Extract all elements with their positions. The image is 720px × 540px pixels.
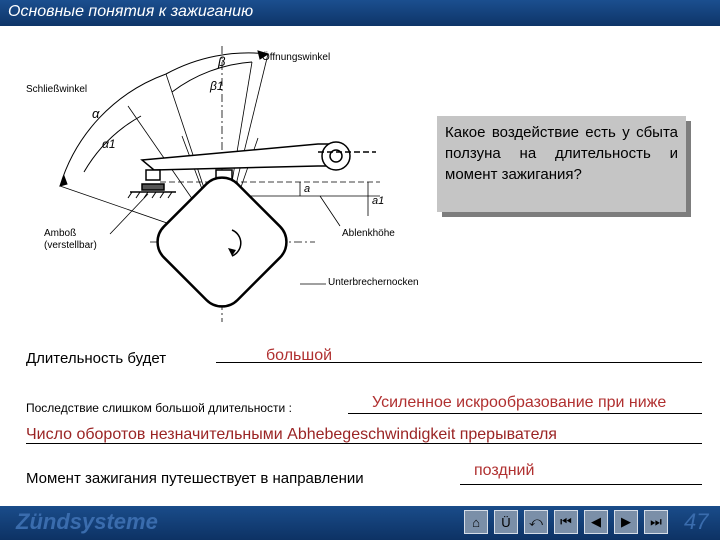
- contact-anvil: [128, 170, 176, 198]
- a1-label: a1: [372, 195, 385, 207]
- closing-angle-label: Schließwinkel: [26, 84, 88, 95]
- u-turn-icon: ⤺: [529, 514, 543, 529]
- page-number: 47: [684, 509, 709, 534]
- rpm-line-text: Число оборотов незначительными Abhebegeschwindigkeit прерывателя: [26, 426, 557, 443]
- overview-label: Ü: [501, 514, 511, 530]
- opening-angle-label: Öffnungswinkel: [262, 52, 331, 63]
- breaker-cam: [148, 168, 295, 315]
- breaker-cam-label: Unterbrechernocken: [328, 277, 419, 288]
- duration-answer: большой: [266, 347, 333, 364]
- last-page-icon: ⏭: [650, 514, 662, 529]
- brand-title: Zündsysteme: [16, 509, 158, 534]
- lift-height-label: Ablenkhöhe: [342, 228, 395, 239]
- rpm-answer-line[interactable]: [26, 443, 702, 444]
- timing-label: Момент зажигания путешествует в направлении: [26, 470, 364, 487]
- a-label: a: [304, 183, 311, 195]
- return-button[interactable]: [524, 510, 548, 534]
- alpha-label: α: [92, 106, 100, 121]
- anvil-label: Amboß: [44, 228, 77, 239]
- timing-answer: поздний: [474, 462, 535, 479]
- consequence-answer: Усиленное искрообразование при ниже: [372, 394, 667, 411]
- anvil-adjustable-label: (verstellbar): [44, 240, 97, 251]
- last-page-button[interactable]: [644, 510, 668, 534]
- consequence-answer-line[interactable]: [348, 413, 702, 414]
- alpha1-label: α1: [102, 137, 116, 151]
- overview-button[interactable]: [494, 510, 518, 534]
- triangle-right-icon: ▶: [621, 514, 631, 529]
- house-icon: ⌂: [472, 514, 480, 530]
- breaker-lever: [142, 142, 380, 196]
- beta-label: β: [218, 54, 226, 69]
- home-button[interactable]: [464, 510, 488, 534]
- navigation-bar: [0, 506, 720, 540]
- first-page-icon: ⏮: [560, 514, 572, 529]
- previous-page-button[interactable]: [584, 510, 608, 534]
- next-page-button[interactable]: [614, 510, 638, 534]
- beta1-label: β1: [210, 79, 224, 93]
- page-title: Основные понятия к зажиганию: [8, 3, 254, 20]
- timing-answer-line[interactable]: [460, 484, 702, 485]
- question-box: [437, 116, 686, 212]
- question-text: Какое воздействие есть у сбыта ползуна на длительность и момент зажигания?: [445, 124, 678, 183]
- consequence-label: Последствие слишком большой длительности :: [26, 401, 292, 415]
- duration-label: Длительность будет: [26, 350, 167, 367]
- first-page-button[interactable]: [554, 510, 578, 534]
- title-bar: [0, 0, 720, 26]
- triangle-left-icon: ◀: [591, 514, 601, 529]
